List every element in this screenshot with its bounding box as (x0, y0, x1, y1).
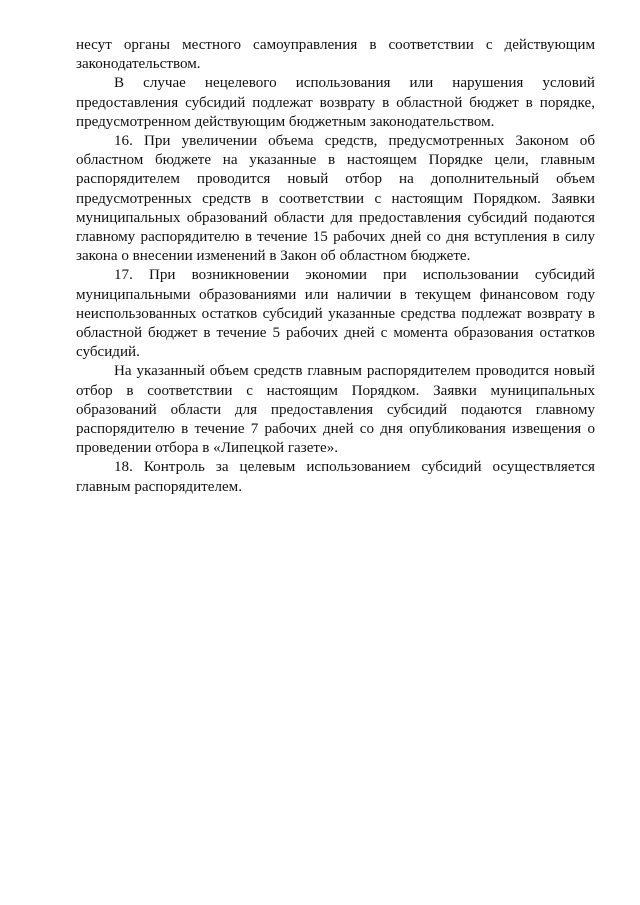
paragraph-16: 16. При увеличении объема средств, предусмотренных Законом об областном бюджете на указанные в настоящем Порядке цели, главным распорядителем проводится новый отбор на дополнительный объем предусмотренных средств в соответствии с настоящим Порядком. Заявки муниципальных образований области для предоставления субсидий подаются главному распорядителю в течение 15 рабочих дней со дня вступления в силу закона о внесении изменений в Закон об областном бюджете. (76, 133, 595, 265)
document-page (76, 36, 595, 497)
paragraph-17: 17. При возникновении экономии при использовании субсидий муниципальными образованиями или наличии в текущем финансовом году неиспользованных остатков субсидий указанные средства подлежат возврату в областной бюджет в течение 5 рабочих дней с момента образования остатков субсидий. (76, 267, 595, 361)
paragraph-18: 18. Контроль за целевым использованием субсидий осуществляется главным распорядителем. (76, 459, 595, 495)
paragraph-misuse-return: В случае нецелевого использования или нарушения условий предоставления субсидий подлежат возврату в областной бюджет в порядке, предусмотренном действующим бюджетным законодательством. (76, 75, 595, 130)
paragraph-new-selection: На указанный объем средств главным распорядителем проводится новый отбор в соответствии с настоящим Порядком. Заявки муниципальных образований области для предоставления субсидий подаются главному распорядителю в течение 7 рабочих дней со дня опубликования извещения о проведении отбора в «Липецкой газете». (76, 363, 595, 457)
paragraph-continuation: несут органы местного самоуправления в соответствии с действующим законодательством. (76, 37, 595, 73)
